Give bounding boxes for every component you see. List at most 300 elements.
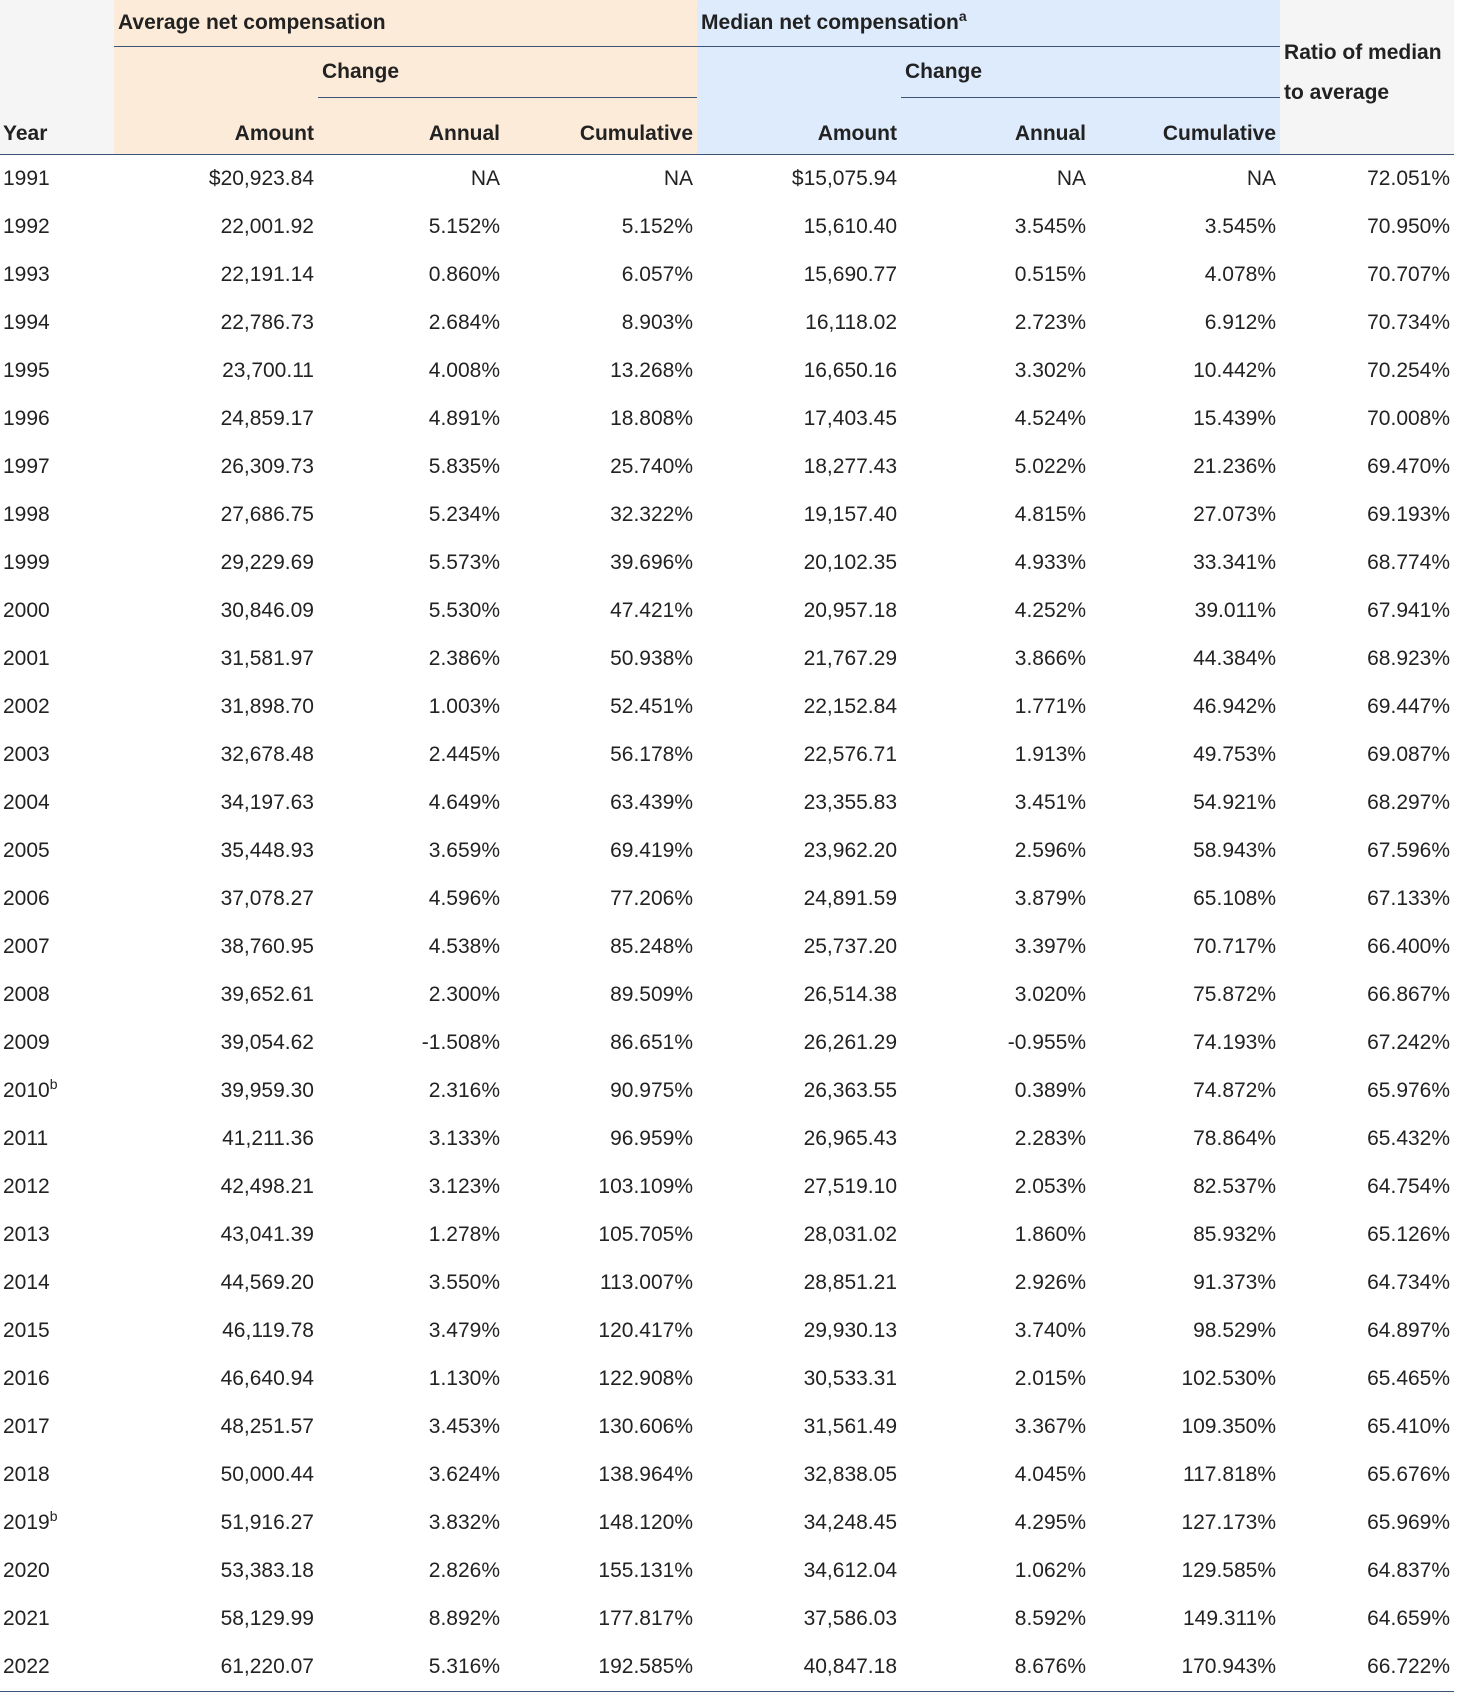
average-annual-cell: 2.445% <box>428 743 500 766</box>
ratio-header: Ratio of median to average <box>1280 0 1454 155</box>
median-cumulative-cell: 46.942% <box>1193 695 1277 718</box>
average-annual-cell: 3.832% <box>428 1511 500 1534</box>
year-cell: 2016 <box>3 1367 50 1390</box>
average-cumulative-cell: NA <box>663 167 694 190</box>
median-cumulative-cell: 78.864% <box>1193 1127 1277 1150</box>
median-amount-cell: 29,930.13 <box>803 1319 898 1342</box>
median-amount-cell: 28,851.21 <box>803 1271 898 1294</box>
footnote-b: b <box>49 1076 58 1092</box>
year-header: Year <box>0 98 114 155</box>
table-row <box>0 539 1454 587</box>
average-annual-cell: 2.684% <box>428 311 500 334</box>
table-row <box>0 443 1454 491</box>
median-cumulative-cell: 39.011% <box>1194 599 1277 622</box>
average-amount-cell: 27,686.75 <box>220 503 314 526</box>
average-amount-cell: 22,191.14 <box>220 263 314 286</box>
median-cumulative-cell: 44.384% <box>1193 647 1277 670</box>
median-annual-cell: NA <box>1056 167 1087 190</box>
year-cell: 2000 <box>3 599 50 622</box>
table-row <box>0 1115 1454 1163</box>
ratio-cell: 65.465% <box>1367 1367 1451 1390</box>
average-annual-cell: 3.550% <box>428 1271 500 1294</box>
average-cumulative-cell: 148.120% <box>598 1511 694 1534</box>
table-row <box>0 347 1454 395</box>
average-amount-cell: 29,229.69 <box>220 551 314 574</box>
median-cumulative-cell: 27.073% <box>1193 503 1277 526</box>
median-annual-cell: 8.592% <box>1014 1607 1087 1630</box>
table-row <box>0 1019 1454 1067</box>
table-row <box>0 779 1454 827</box>
average-annual-header: Annual <box>318 98 504 155</box>
ratio-cell: 65.969% <box>1367 1511 1451 1534</box>
table-row <box>0 1451 1454 1499</box>
year-cell: 2010$^b$ <box>3 1076 58 1102</box>
median-amount-cell: 28,031.02 <box>803 1223 898 1246</box>
average-annual-cell: 3.479% <box>428 1319 500 1342</box>
median-annual-cell: 2.053% <box>1014 1175 1087 1198</box>
year-cell: 2009 <box>3 1031 50 1054</box>
average-amount-cell: 39,652.61 <box>220 983 314 1006</box>
median-cumulative-cell: 49.753% <box>1193 743 1277 766</box>
year-cell: 2019$^b$ <box>3 1508 58 1534</box>
average-amount-cell: 22,001.92 <box>220 215 314 238</box>
average-annual-cell: 5.234% <box>428 503 500 526</box>
average-cumulative-cell: 122.908% <box>598 1367 694 1390</box>
year-cell: 2001 <box>3 647 50 670</box>
table-row <box>0 299 1454 347</box>
ratio-cell: 65.432% <box>1367 1127 1451 1150</box>
average-annual-cell: 2.316% <box>428 1079 500 1102</box>
median-annual-cell: 2.926% <box>1014 1271 1087 1294</box>
year-cell: 2021 <box>3 1607 50 1630</box>
ratio-cell: 64.659% <box>1367 1607 1451 1630</box>
average-cumulative-cell: 96.959% <box>610 1127 694 1150</box>
average-annual-cell: 4.538% <box>428 935 500 958</box>
table-row <box>0 1067 1454 1115</box>
median-cumulative-cell: 85.932% <box>1193 1223 1277 1246</box>
table-row <box>0 1163 1454 1211</box>
table-row <box>0 251 1454 299</box>
median-annual-cell: 1.860% <box>1014 1223 1087 1246</box>
average-amount-cell: 37,078.27 <box>220 887 314 910</box>
median-amount-cell: 16,650.16 <box>803 359 898 382</box>
average-annual-cell: 5.316% <box>318 1643 504 1692</box>
average-amount-cell: 24,859.17 <box>220 407 314 430</box>
average-amount-cell: 50,000.44 <box>220 1463 314 1486</box>
average-amount-cell: 31,581.97 <box>220 647 314 670</box>
ratio-cell: 70.008% <box>1367 407 1451 430</box>
average-cumulative-cell: 155.131% <box>598 1559 694 1582</box>
median-amount-cell: 21,767.29 <box>803 647 898 670</box>
average-amount-cell: 58,129.99 <box>220 1607 314 1630</box>
median-change-header: Change <box>901 47 1280 98</box>
median-cumulative-cell: 15.439% <box>1193 407 1277 430</box>
average-annual-cell: 1.278% <box>428 1223 500 1246</box>
median-cumulative-cell: 10.442% <box>1193 359 1277 382</box>
year-cell: 2012 <box>3 1175 50 1198</box>
footnote-a: a <box>958 8 967 24</box>
median-amount-header: Amount <box>697 98 901 155</box>
table-row <box>0 155 1454 204</box>
average-amount-cell: $20,923.84 <box>208 167 314 190</box>
year-cell: 2018 <box>3 1463 50 1486</box>
year-cell: 1995 <box>3 359 50 382</box>
year-cell: 2008 <box>3 983 50 1006</box>
average-amount-cell: 44,569.20 <box>220 1271 314 1294</box>
median-cumulative-cell: 117.818% <box>1183 1463 1277 1486</box>
average-amount-cell: 39,959.30 <box>220 1079 314 1102</box>
average-annual-cell: 2.386% <box>428 647 500 670</box>
ratio-cell: 70.734% <box>1367 311 1451 334</box>
average-annual-cell: 4.596% <box>428 887 500 910</box>
median-annual-cell: 4.045% <box>1014 1463 1087 1486</box>
table-row <box>0 1355 1454 1403</box>
median-annual-cell: 2.723% <box>1014 311 1087 334</box>
average-cumulative-cell: 120.417% <box>598 1319 694 1342</box>
average-amount-cell: 31,898.70 <box>220 695 314 718</box>
median-cumulative-cell: 129.585% <box>1181 1559 1277 1582</box>
table-row <box>0 203 1454 251</box>
average-cumulative-cell: 105.705% <box>598 1223 694 1246</box>
ratio-cell: 66.722% <box>1280 1643 1454 1692</box>
average-cumulative-cell: 89.509% <box>610 983 694 1006</box>
average-cumulative-cell: 86.651% <box>610 1031 694 1054</box>
ratio-cell: 65.410% <box>1367 1415 1451 1438</box>
table-row <box>0 1547 1454 1595</box>
average-annual-cell: 4.891% <box>428 407 500 430</box>
average-amount-cell: 61,220.07 <box>114 1643 318 1692</box>
median-cumulative-cell: 54.921% <box>1193 791 1277 814</box>
average-cumulative-cell: 103.109% <box>598 1175 694 1198</box>
year-cell: 2017 <box>3 1415 50 1438</box>
average-cumulative-cell: 138.964% <box>598 1463 694 1486</box>
average-amount-cell: 53,383.18 <box>220 1559 314 1582</box>
median-annual-cell: 3.020% <box>1014 983 1087 1006</box>
year-cell: 1991 <box>3 167 50 190</box>
ratio-cell: 68.923% <box>1367 647 1451 670</box>
year-header-spacer <box>0 0 114 98</box>
table-row <box>0 1307 1454 1355</box>
average-amount-header: Amount <box>114 98 318 155</box>
median-cumulative-cell: 75.872% <box>1193 983 1277 1006</box>
median-annual-cell: 8.676% <box>901 1643 1090 1692</box>
average-amount-cell: 41,211.36 <box>222 1127 314 1150</box>
median-cumulative-cell: 91.373% <box>1193 1271 1277 1294</box>
median-annual-cell: 3.451% <box>1014 791 1087 814</box>
median-amount-cell: 19,157.40 <box>803 503 898 526</box>
average-cumulative-cell: 63.439% <box>610 791 694 814</box>
table-body <box>0 155 1454 1692</box>
table-row <box>0 923 1454 971</box>
year-cell: 2005 <box>3 839 50 862</box>
median-cumulative-cell: 4.078% <box>1204 263 1277 286</box>
year-cell: 2003 <box>3 743 50 766</box>
median-amount-cell: 23,962.20 <box>803 839 898 862</box>
table-row <box>0 395 1454 443</box>
median-annual-cell: 5.022% <box>1014 455 1087 478</box>
average-change-header: Change <box>318 47 697 98</box>
median-cumulative-cell: 127.173% <box>1181 1511 1277 1534</box>
median-annual-cell: 3.866% <box>1014 647 1087 670</box>
average-cumulative-header: Cumulative <box>504 98 697 155</box>
ratio-cell: 65.976% <box>1367 1079 1451 1102</box>
average-annual-cell: 2.300% <box>428 983 500 1006</box>
median-annual-cell: 2.015% <box>1014 1367 1087 1390</box>
year-cell: 1994 <box>3 311 50 334</box>
median-amount-cell: 31,561.49 <box>803 1415 898 1438</box>
ratio-cell: 69.087% <box>1367 743 1451 766</box>
year-cell: 1993 <box>3 263 50 286</box>
ratio-cell: 66.400% <box>1367 935 1451 958</box>
median-amount-cell: 22,576.71 <box>803 743 898 766</box>
average-cumulative-cell: 39.696% <box>610 551 694 574</box>
average-cumulative-cell: 52.451% <box>610 695 694 718</box>
average-annual-cell: 5.152% <box>428 215 500 238</box>
average-annual-cell: 3.133% <box>428 1127 500 1150</box>
average-annual-cell: 0.860% <box>428 263 500 286</box>
median-amount-cell: 20,957.18 <box>803 599 898 622</box>
median-annual-cell: 4.524% <box>1014 407 1087 430</box>
average-cumulative-cell: 69.419% <box>610 839 694 862</box>
median-group-header: Median net compensation$^a$ <box>697 0 1280 47</box>
ratio-cell: 69.447% <box>1367 695 1451 718</box>
table-row <box>0 875 1454 923</box>
average-annual-cell: 3.123% <box>428 1175 500 1198</box>
median-annual-header: Annual <box>901 98 1090 155</box>
median-amount-cell: 15,690.77 <box>803 263 898 286</box>
median-cumulative-cell: 170.943% <box>1090 1643 1280 1692</box>
table-row <box>0 1643 1454 1692</box>
average-change-spacer <box>114 47 318 98</box>
ratio-cell: 70.254% <box>1367 359 1451 382</box>
median-annual-cell: 1.062% <box>1014 1559 1087 1582</box>
average-cumulative-cell: 47.421% <box>610 599 694 622</box>
ratio-cell: 65.126% <box>1367 1223 1451 1246</box>
median-annual-cell: 3.879% <box>1014 887 1087 910</box>
average-cumulative-cell: 90.975% <box>610 1079 694 1102</box>
median-cumulative-cell: 65.108% <box>1193 887 1277 910</box>
median-amount-cell: 34,612.04 <box>803 1559 898 1582</box>
table-row <box>0 827 1454 875</box>
median-amount-cell: 16,118.02 <box>805 311 898 334</box>
average-amount-cell: 22,786.73 <box>220 311 314 334</box>
median-annual-cell: 4.933% <box>1014 551 1087 574</box>
average-amount-cell: 35,448.93 <box>220 839 314 862</box>
median-cumulative-cell: 6.912% <box>1204 311 1277 334</box>
average-annual-cell: 5.835% <box>428 455 500 478</box>
average-cumulative-cell: 56.178% <box>610 743 694 766</box>
average-amount-cell: 46,640.94 <box>220 1367 314 1390</box>
ratio-cell: 70.950% <box>1367 215 1451 238</box>
median-amount-cell: 23,355.83 <box>803 791 898 814</box>
ratio-cell: 68.774% <box>1367 551 1451 574</box>
median-amount-cell: 22,152.84 <box>803 695 898 718</box>
median-cumulative-cell: 33.341% <box>1193 551 1277 574</box>
year-cell: 1997 <box>3 455 50 478</box>
median-cumulative-cell: NA <box>1246 167 1277 190</box>
table-row <box>0 1403 1454 1451</box>
median-cumulative-cell: 58.943% <box>1193 839 1277 862</box>
average-cumulative-cell: 8.903% <box>621 311 694 334</box>
year-cell: 2020 <box>3 1559 50 1582</box>
median-amount-cell: 25,737.20 <box>803 935 898 958</box>
ratio-cell: 68.297% <box>1367 791 1451 814</box>
average-cumulative-cell: 25.740% <box>610 455 694 478</box>
average-cumulative-cell: 192.585% <box>504 1643 697 1692</box>
median-change-spacer <box>697 47 901 98</box>
average-cumulative-cell: 113.007% <box>599 1271 694 1294</box>
year-cell: 2011 <box>3 1127 49 1150</box>
average-cumulative-cell: 13.268% <box>610 359 694 382</box>
median-amount-cell: $15,075.94 <box>791 167 898 190</box>
average-annual-cell: 5.573% <box>428 551 500 574</box>
median-amount-cell: 18,277.43 <box>803 455 898 478</box>
year-cell: 2022 <box>0 1643 114 1692</box>
ratio-cell: 69.470% <box>1367 455 1451 478</box>
ratio-cell: 69.193% <box>1367 503 1451 526</box>
table-row <box>0 491 1454 539</box>
median-annual-cell: 0.515% <box>1014 263 1087 286</box>
median-amount-cell: 26,363.55 <box>803 1079 898 1102</box>
table-row <box>0 683 1454 731</box>
table-row <box>0 1499 1454 1547</box>
median-cumulative-cell: 102.530% <box>1181 1367 1277 1390</box>
median-annual-cell: 4.295% <box>1014 1511 1087 1534</box>
average-amount-cell: 43,041.39 <box>220 1223 314 1246</box>
median-annual-cell: 2.283% <box>1014 1127 1087 1150</box>
average-annual-cell: 3.624% <box>428 1463 500 1486</box>
ratio-cell: 67.941% <box>1367 599 1451 622</box>
median-cumulative-cell: 3.545% <box>1204 215 1277 238</box>
average-annual-cell: 8.892% <box>428 1607 500 1630</box>
median-cumulative-cell: 98.529% <box>1193 1319 1277 1342</box>
average-amount-cell: 38,760.95 <box>220 935 314 958</box>
average-annual-cell: 1.130% <box>428 1367 500 1390</box>
median-cumulative-header: Cumulative <box>1090 98 1280 155</box>
table-row <box>0 635 1454 683</box>
median-cumulative-cell: 82.537% <box>1193 1175 1277 1198</box>
table-row <box>0 1259 1454 1307</box>
average-annual-cell: 2.826% <box>428 1559 500 1582</box>
median-amount-cell: 26,514.38 <box>803 983 898 1006</box>
median-annual-cell: 1.771% <box>1014 695 1087 718</box>
median-annual-cell: -0.955% <box>1007 1031 1087 1054</box>
average-cumulative-cell: 18.808% <box>610 407 694 430</box>
average-annual-cell: 3.659% <box>428 839 500 862</box>
median-cumulative-cell: 109.350% <box>1181 1415 1277 1438</box>
ratio-cell: 72.051% <box>1367 167 1451 190</box>
median-cumulative-cell: 149.311% <box>1183 1607 1277 1630</box>
ratio-cell: 67.242% <box>1367 1031 1451 1054</box>
average-cumulative-cell: 5.152% <box>621 215 694 238</box>
average-amount-cell: 42,498.21 <box>220 1175 314 1198</box>
average-cumulative-cell: 130.606% <box>598 1415 694 1438</box>
table-row <box>0 587 1454 635</box>
ratio-cell: 67.133% <box>1367 887 1451 910</box>
median-annual-cell: 3.545% <box>1014 215 1087 238</box>
median-cumulative-cell: 74.872% <box>1193 1079 1277 1102</box>
average-annual-cell: 1.003% <box>428 695 500 718</box>
median-amount-cell: 32,838.05 <box>803 1463 898 1486</box>
ratio-cell: 70.707% <box>1367 263 1451 286</box>
year-cell: 2004 <box>3 791 50 814</box>
average-annual-cell: -1.508% <box>421 1031 500 1054</box>
median-amount-cell: 15,610.40 <box>803 215 898 238</box>
year-cell: 2014 <box>3 1271 50 1294</box>
median-annual-cell: 3.367% <box>1014 1415 1087 1438</box>
ratio-cell: 64.837% <box>1367 1559 1451 1582</box>
year-cell: 1996 <box>3 407 50 430</box>
average-amount-cell: 48,251.57 <box>220 1415 314 1438</box>
median-amount-cell: 17,403.45 <box>803 407 898 430</box>
median-amount-cell: 24,891.59 <box>803 887 898 910</box>
year-cell: 1998 <box>3 503 50 526</box>
average-amount-cell: 26,309.73 <box>220 455 314 478</box>
average-cumulative-cell: 50.938% <box>610 647 694 670</box>
average-cumulative-cell: 85.248% <box>610 935 694 958</box>
median-amount-cell: 26,261.29 <box>803 1031 898 1054</box>
median-amount-cell: 27,519.10 <box>803 1175 898 1198</box>
median-annual-cell: 2.596% <box>1014 839 1087 862</box>
median-annual-cell: 0.389% <box>1014 1079 1087 1102</box>
median-annual-cell: 3.302% <box>1014 359 1087 382</box>
median-annual-cell: 4.815% <box>1014 503 1087 526</box>
average-group-header: Average net compensation <box>114 0 697 47</box>
median-annual-cell: 3.397% <box>1014 935 1087 958</box>
median-cumulative-cell: 21.236% <box>1193 455 1277 478</box>
median-amount-cell: 30,533.31 <box>803 1367 898 1390</box>
table-row <box>0 1595 1454 1643</box>
ratio-cell: 65.676% <box>1367 1463 1451 1486</box>
year-cell: 2015 <box>3 1319 50 1342</box>
ratio-cell: 66.867% <box>1367 983 1451 1006</box>
table-header <box>0 0 1454 155</box>
year-cell: 2013 <box>3 1223 50 1246</box>
average-amount-cell: 46,119.78 <box>222 1319 314 1342</box>
median-amount-cell: 26,965.43 <box>803 1127 898 1150</box>
median-amount-cell: 20,102.35 <box>803 551 898 574</box>
median-amount-cell: 40,847.18 <box>697 1643 901 1692</box>
table-row <box>0 731 1454 779</box>
average-annual-cell: NA <box>470 167 500 190</box>
year-cell: 2002 <box>3 695 50 718</box>
ratio-cell: 64.754% <box>1367 1175 1451 1198</box>
average-amount-cell: 39,054.62 <box>220 1031 314 1054</box>
average-amount-cell: 51,916.27 <box>220 1511 314 1534</box>
average-annual-cell: 3.453% <box>428 1415 500 1438</box>
average-cumulative-cell: 6.057% <box>621 263 694 286</box>
average-annual-cell: 4.649% <box>428 791 500 814</box>
average-amount-cell: 32,678.48 <box>220 743 314 766</box>
average-cumulative-cell: 77.206% <box>610 887 694 910</box>
ratio-cell: 64.734% <box>1367 1271 1451 1294</box>
year-cell: 1992 <box>3 215 50 238</box>
table-row <box>0 1211 1454 1259</box>
median-cumulative-cell: 70.717% <box>1193 935 1277 958</box>
average-annual-cell: 5.530% <box>428 599 500 622</box>
ratio-cell: 67.596% <box>1367 839 1451 862</box>
average-annual-cell: 4.008% <box>428 359 500 382</box>
year-cell: 2007 <box>3 935 50 958</box>
median-cumulative-cell: 74.193% <box>1193 1031 1277 1054</box>
average-amount-cell: 23,700.11 <box>222 359 314 382</box>
year-cell: 2006 <box>3 887 50 910</box>
average-cumulative-cell: 32.322% <box>610 503 694 526</box>
median-annual-cell: 4.252% <box>1014 599 1087 622</box>
footnote-b: b <box>49 1508 58 1524</box>
median-amount-cell: 34,248.45 <box>803 1511 898 1534</box>
ratio-cell: 64.897% <box>1367 1319 1451 1342</box>
